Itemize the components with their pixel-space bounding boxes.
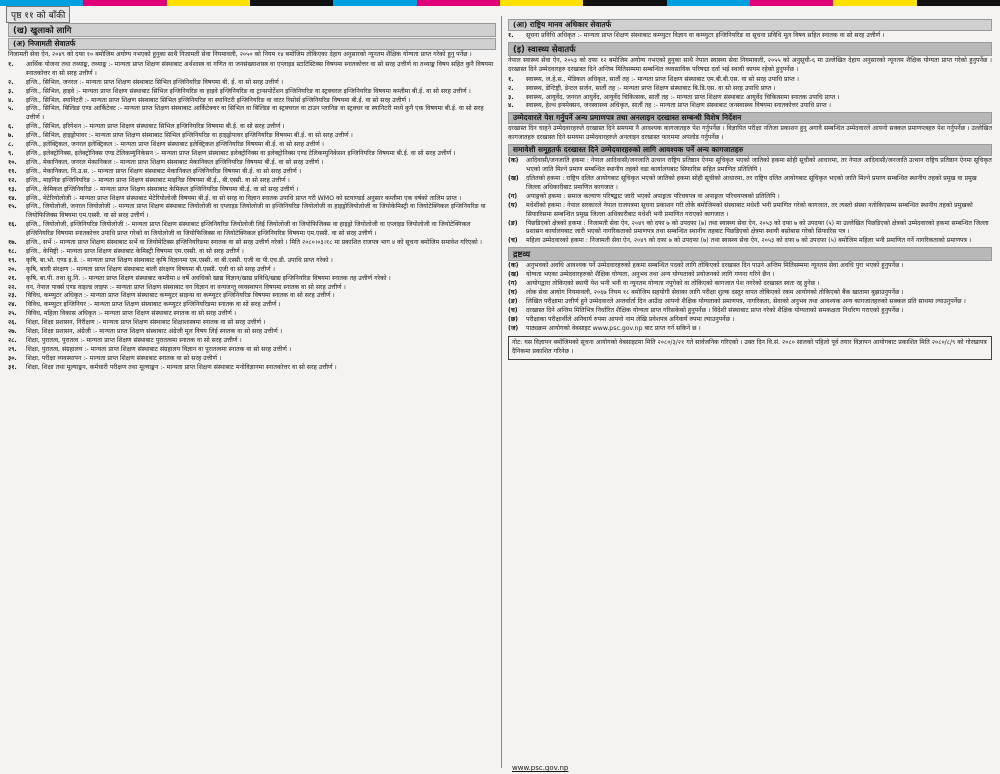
health-section-title: (इ) स्वास्थ्य सेवातर्फ [508, 42, 992, 56]
health-item-text: स्वास्थ्य, डेन्टिष्ट्री, डेन्टल सर्जन, सातौं तह :- मान्यता प्राप्त शिक्षण संस्थाबाट बि.डि.एस. वा सो सरह उपाधि प्राप्त । [526, 84, 776, 92]
inclusive-item-text: दलितको हकमा : राष्ट्रिय दलित आयोगबाट सूचिकृत भएको जातिको हकमा सोही सूचीको आधारमा, तर राष्ट्रिय दलित आयोगबाट सूचिकृत भएको जाति मिल्ने प्रमाण सम्बन्धित स्थानीय तहको प्रमुख वा प्रमुख जिल्ला अधिकारीबाट प्रमाणित कागजात । [526, 174, 977, 191]
publication-note: नोट: यस विज्ञापन बमोजिमको सूचना आयोगको वेबसाइटमा मिति २०८०/३/२१ गते सार्वजनिक गरिएको । उक्त दिन वि.सं. २०८० सालको पहिलो पूर्व तयार विज्ञापन आयोगबाट प्रकाशित मिति २०८०/८/९ को गोरखापत्र दैनिकमा प्रकाशित गरिनेछ । [508, 336, 992, 360]
right-column [508, 18, 992, 766]
column-divider [501, 16, 502, 768]
note-item-text: लोक सेवा आयोग नियमावली, २०६७ नियम १८ बमोजिम सहयोगी सेवाका लागि परीक्षा शुल्क दस्तुर वापत तोकिएको रकम आयोगको तोकिएको बैंक खातामा बुझाउनुपर्नेछ । [526, 288, 904, 296]
inclusive-item [508, 193, 992, 202]
qualification-item-text: इन्जि., जियोलोजी, इन्जिनियरिङ जियोलोजी :- मान्यता प्राप्त शिक्षण संस्थाबाट इन्जिनियरिङ जियोलोजी लिई जियोलोजी वा जियोफिजिक्स वा हाइड्रो जियोलोजी वा एप्लाइड जियोलोजी वा जियोटेक्निकल इन्जिनियरिङ विषयमा स्नातकोत्तर उपाधि प्राप्त गरेको वा जियोलोजी वा जियोफिजिक्स वा जियोटेक्निकल इन्जिनियरिङ विषयमा एम.एस्सी. वा सो सरह उत्तीर्ण । [26, 221, 471, 238]
qualification-item [8, 275, 496, 284]
inclusive-documents-list [508, 157, 992, 246]
health-item-text: स्वास्थ्य, आयुर्वेद, जनरल आयुर्वेद, आयुर्वेद चिकित्सक, सातौं तह :- मान्यता प्राप्त शिक्षण संस्थाबाट आयुर्वेद चिकित्सामा स्नातक उपाधि प्राप्त । [526, 93, 840, 101]
qualification-item-number: ३. [8, 87, 14, 95]
inclusive-item-number: (घ) [508, 201, 518, 209]
inclusive-item-text: मधेशीको हकमा : नेपाल सरकारले नेपाल राजपत्रमा सूचना प्रकाशन गरी तोके बमोजिमको संस्थाबाट मधेशी भनी प्रमाणित गरेको कागजात, तर त्यस्तो संस्था नतोकिएसम्म सम्बन्धित स्थानीय तहको प्रमुखको सिफारिसमा सम्बन्धित प्रमुख जिल्ला अधिकारीबाट मधेशी भनी प्रमाणित गराएको कागजात । [526, 201, 973, 218]
qualification-item-text: शिक्षा, परीक्षा व्यवस्थापन :- मान्यता प्राप्त शिक्षण संस्थाबाट स्नातक वा सो सरह उत्तीर्ण । [26, 354, 222, 362]
human-rights-section-title: (आ) राष्ट्रिय मानव अधिकार सेवातर्फ [508, 19, 992, 31]
qualification-item-number: १३. [8, 185, 17, 193]
qualification-item-text: कृषि, बा.पी. तथा सु.नि. :- मान्यता प्राप्त शिक्षण संस्थाबाट कम्तीमा ४ वर्षे अवधिको खाद्य विज्ञान/खाद्य प्रविधि/खाद्य इन्जिनियरिङ विषयमा स्नातक तह उत्तीर्ण गरेको । [26, 274, 391, 282]
inclusive-item [508, 202, 992, 220]
qualification-item [8, 257, 496, 266]
note-item-number: (च) [508, 306, 518, 314]
health-item [508, 85, 992, 94]
qualification-item-number: ११. [8, 167, 17, 175]
qualification-item [8, 186, 496, 195]
qualification-item [8, 203, 496, 221]
qualification-item-text: कृषि, बाली संरक्षण :- मान्यता प्राप्त शिक्षण संस्थाबाट बाली संरक्षण विषयमा बी.एस्सी. एजी वा सो सरह उत्तीर्ण । [26, 265, 275, 273]
print-color-swatch [250, 0, 333, 6]
qualification-item-text: विविध, कम्प्युटर अधिकृत :- मान्यता प्राप्त शिक्षण संस्थाबाट कम्प्युटर साइन्स वा कम्प्युटर इन्जिनियरिङ विषयमा स्नातक वा सो सरह उत्तीर्ण । [26, 292, 335, 300]
qualification-item [8, 141, 496, 150]
inclusive-item-text: महिला उम्मेदवारको हकमा : निजामती सेवा ऐन, २०४९ को दफा ७ को उपदफा (७) तथा स्वास्थ्य सेवा ऐन, २०५३ को दफा ७ को उपदफा (५) बमोजिम महिला भनी प्रमाणित गर्ने नागरिकताको प्रमाणपत्र । [526, 237, 972, 245]
qualification-item-number: १४. [8, 194, 17, 202]
qualification-item-number: २०. [8, 265, 17, 273]
qualification-item [8, 355, 496, 364]
health-item [508, 76, 992, 85]
qualification-item-number: २८. [8, 337, 17, 344]
qualification-item [8, 248, 496, 257]
qualification-item [8, 319, 496, 328]
human-rights-list [508, 32, 992, 41]
note-item [508, 316, 992, 325]
qualification-item-text: शिक्षा, पुरातत्व, संग्रहालय :- मान्यता प्राप्त शिक्षण संस्थाबाट संग्रहालय विज्ञान वा पुरातत्वमा स्नातक वा सो सरह उत्तीर्ण । [26, 345, 292, 353]
note-item-number: (क) [508, 262, 519, 270]
note-item [508, 289, 992, 298]
qualification-item [8, 79, 496, 88]
section-title-open: (ख) खुलाको लागि [8, 23, 496, 37]
human-rights-item-text: सूचना प्रविधि अधिकृत :- मान्यता प्राप्त शिक्षण संस्थाबाट कम्प्युटर विज्ञान वा कम्प्युटर इन्जिनियरिङ वा सूचना प्रविधि मूल विषय सहित स्नातक वा सो सरह उत्तीर्ण । [526, 32, 885, 39]
qualification-item-text: वन, नेपाल पार्क्स एण्ड वाइल्ड लाइफ :- मान्यता प्राप्त शिक्षण संस्थाबाट वन विज्ञान वा वन्यजन्तु व्यवस्थापन विषयमा स्नातक वा सो सरह उत्तीर्ण । [26, 283, 346, 291]
qualification-item [8, 132, 496, 141]
print-color-swatch [833, 0, 916, 6]
qualification-item [8, 123, 496, 132]
inclusive-item [508, 220, 992, 238]
note-item [508, 298, 992, 307]
qualification-item [8, 310, 496, 319]
qualification-item-text: इन्जि., मेकानिकल, जनरल मेकानिकल :- मान्यता प्राप्त शिक्षण संस्थाबाट मेकानिकल इन्जिनियरिङ विषयमा बी.ई. वा सो सरह उत्तीर्ण । [26, 158, 324, 166]
inclusive-item-number: (च) [508, 237, 518, 245]
print-color-swatch [83, 0, 166, 6]
print-color-swatch [917, 0, 1000, 6]
note-item [508, 280, 992, 289]
page-continuation-label: पृष्ठ ११ को बाँकी [6, 6, 70, 23]
qualification-item [8, 168, 496, 177]
print-color-swatch [667, 0, 750, 6]
inclusive-item-number: (क) [508, 157, 519, 165]
qualification-item-number: २२. [8, 283, 17, 291]
qualification-item-text: इन्जि., केमिकल इन्जिनियरिङ :- मान्यता प्राप्त शिक्षण संस्थाबाट केमिकल इन्जिनियरिङ विषयमा बी.ई. वा सो सरह उत्तीर्ण । [26, 185, 299, 193]
documents-text: दरखास्त दिन चाहने उम्मेदवारहरुले दरखास्त दिने समयमा नै आवश्यक कागजातहरु पेश गर्नुपर्नेछ । विज्ञापित परीक्षा नतिजा प्रकाशन हुनु अगावै सम्बन्धित उम्मेदवारले आफ्नो सक्कल प्रमाणपत्रहरु पेश गर्नुपर्नेछ । उल्लेखित कागजातहरु दरखास्त दिने समयमा उम्मेदवारहरुले अनलाइन दरखास्त फारममा अपलोड गर्नुपर्नेछ । [508, 125, 992, 142]
inclusive-item [508, 237, 992, 246]
qualification-item [8, 150, 496, 159]
qualification-item-number: २६. [8, 319, 17, 327]
note-item-number: (घ) [508, 288, 518, 296]
note-item [508, 325, 992, 334]
qualification-item-number: १६. [8, 221, 17, 229]
qualification-item-text: शिक्षा, शिक्षा तथा मूल्याङ्कन, कर्मचारी परीक्षण तथा मूल्याङ्कन :- मान्यता प्राप्त शिक्षण संस्थाबाट मनोविज्ञानमा स्नातकोत्तर वा सो सरह उत्तीर्ण । [26, 363, 337, 371]
inclusive-item [508, 157, 992, 175]
website-footer[interactable]: www.psc.gov.np [512, 764, 569, 772]
qualification-item-text: इन्जि., मेटेरियोलोजी :- मान्यता प्राप्त शिक्षण संस्थाबाट मेटेरियोलोजी विषयमा बी.ई. वा सो सरह वा विज्ञान स्नातक उपाधि प्राप्त गरी WMO को स्टयाण्डर्ड अनुसार कम्तीमा एक वर्षको तालिम प्राप्त । [26, 194, 462, 202]
note-item [508, 307, 992, 316]
print-color-swatch [500, 0, 583, 6]
qualification-item-number: २७. [8, 328, 17, 336]
note-item-number: (ग) [508, 280, 518, 288]
qualification-item [8, 328, 496, 337]
qualification-item [8, 301, 496, 310]
print-color-swatch [583, 0, 666, 6]
qualification-item-number: २९. [8, 345, 17, 353]
qualification-item-text: इन्जि., माइनिङ इन्जिनियरिङ :- मान्यता प्राप्त शिक्षण संस्थाबाट माइनिङ विषयमा बी.ई., बी.एस्सी. वा सो सरह उत्तीर्ण । [26, 176, 290, 184]
note-item-text: आयोगद्वारा तोकिएको स्थायी पेश भनी भनी वा न्यूनतम योग्यता नपुगेको वा तोकिएको कागजात पेश नगरेको दरखास्त स्वतः रद्द हुनेछ । [526, 280, 820, 288]
qualification-item [8, 239, 496, 248]
inclusive-item-text: आदिवासी/जनजाति हकमा : नेपाल आदिवासी/जनजाति उत्थान राष्ट्रिय प्रतिष्ठान ऐनमा सूचिकृत भएको जातिको हकमा सोही सूचीको आधारमा, तर नेपाल आदिवासी/जनजाति उत्थान राष्ट्रिय प्रतिष्ठान ऐनमा सूचिकृत भएको जाति मिल्ने प्रमाण सम्बन्धित स्थानीय तहको वडा कार्यालयबाट सिफारिस सहित प्रमाणित प्रतिलिपि । [526, 157, 992, 174]
health-item-number: २. [508, 84, 514, 92]
qualification-item-number: १. [8, 60, 14, 68]
print-color-swatch [167, 0, 250, 6]
qualification-item-text: शिक्षा, पुरातत्व, पुरातत्व :- मान्यता प्राप्त शिक्षण संस्थाबाट पुरातत्वमा स्नातक वा सो सरह उत्तीर्ण । [26, 337, 242, 344]
human-rights-item-number: १. [508, 32, 514, 39]
qualification-item-text: कृषि, बा.भो. एण्ड इ.डे. :- मान्यता प्राप्त शिक्षण संस्थाबाट कृषि विज्ञानमा एम.एस्सी. वा बी.एस्सी. एजी वा पी.एच.डी. उपाधि प्राप्त गरेको । [26, 256, 333, 264]
qualification-item [8, 159, 496, 168]
note-item-text: दरखास्त दिने अन्तिम मितिभित्र निर्धारित शैक्षिक योग्यता प्राप्त गरिसकेको हुनुपर्नेछ । विदेशी संस्थाबाट प्राप्त गरेको शैक्षिक योग्यताको समकक्षता निर्धारण गराएको हुनुपर्नेछ । [526, 306, 904, 314]
documents-section-title: उम्मेदवारले पेश गर्नुपर्ने अन्य प्रमाणपत्र तथा अनलाइन दरखास्त सम्बन्धी विशेष निर्देशन [508, 112, 992, 124]
inclusive-item-text: अपाङ्गको हकमा : समाज कल्याण परिषद्बाट जारी भएको अपाङ्गता परिचयपत्र वा अपाङ्गता परिचयपत्रको प्रतिलिपि । [526, 192, 780, 200]
qualification-item-text: इन्जि., सिभिल, स्यानिटरी :- मान्यता प्राप्त शिक्षण संस्थाबाट सिभिल इन्जिनियरिङ वा स्यानिटरी इन्जिनियरिङ वा वाटर रिसोर्स इन्जिनियरिङ विषयमा बी.ई. वा सो सरह उत्तीर्ण । [26, 96, 411, 104]
health-intro: नेपाल स्वास्थ्य सेवा ऐन, २०५३ को दफा १२ बमोजिम अयोग्य नभएको हुनुका साथै नेपाल स्वास्थ्य सेवा नियमावली, २०५५ को अनुसूची-६ मा उल्लेखित देहाय अनुसारको न्यूनतम शैक्षिक योग्यता प्राप्त गरेको हुनुपर्नेछ । दरखास्त दिने उम्मेदवारहरु दरखास्त दिने अन्तिम मितिसम्ममा सम्बन्धित व्यवसायिक परिषद्मा दर्ता भई स्थायी कायम रहेको हुनुपर्नेछ । [508, 56, 992, 73]
qualification-item [8, 221, 496, 239]
health-list [508, 76, 992, 112]
health-item-text: स्वास्थ्य, हेल्थ इन्स्पेक्सन, जनस्वास्थ्य अधिकृत, सातौं तह :- मान्यता प्राप्त शिक्षण संस्थाबाट जनस्वास्थ्य विषयमा स्नातकोत्तर उपाधि प्राप्त । [526, 102, 831, 110]
qualification-item-text: इन्जि., सिभिल, बिल्डिङ एण्ड आर्किटेक्ट :- मान्यता प्राप्त शिक्षण संस्थाबाट आर्किटेक्चर वा सिभिल वा बिल्डिङ वा स्ट्रक्चरल वा टाउन प्लानिङ वा स्ट्रक्चर वा स्यानिटरी मध्ये कुनै एक विषयमा बी.ई. वा सो सरह उत्तीर्ण । [26, 105, 484, 122]
qualification-item-text: आर्थिक योजना तथा तथ्याङ्क, तथ्याङ्क :- मान्यता प्राप्त शिक्षण संस्थाबाट अर्थशास्त्र वा गणित वा जनसंख्याशास्त्र वा एप्लाइड स्टाटिस्टिक्स विषयमा स्नातकोत्तर वा सो सरह उत्तीर्ण वा तथ्याङ्क विषय सहित कुनै विषयमा स्नातकोत्तर वा सो सरह उत्तीर्ण । [26, 60, 494, 77]
qualification-item-number: ५. [8, 105, 14, 113]
qualification-item-text: इन्जि., सिभिल, हाइवे :- मान्यता प्राप्त शिक्षण संस्थाबाट सिभिल इन्जिनियरिङ वा हाइवे इन्जिनियरिङ वा ट्रान्सपोर्टेशन इन्जिनियरिङ वा स्ट्रक्चरल इन्जिनियरिङ विषयमा कम्तीमा बी.ई. वा सो सरह उत्तीर्ण । [26, 87, 471, 95]
note-item-text: योग्यता भएका उम्मेदवारहरुको शैक्षिक योग्यता, अनुभव तथा अन्य योग्यताको प्रयोजनको लागि गणना गरिने छैन । [526, 271, 775, 279]
qualification-item-number: ८. [8, 141, 14, 149]
qualification-item-number: १९. [8, 256, 17, 264]
note-item-number: (ख) [508, 271, 519, 279]
inclusive-item-text: पिछडिएको क्षेत्रको हकमा : निजामती सेवा ऐन, २०४९ को दफा ७ को उपदफा (७) तथा स्वास्थ्य सेवा ऐन, २०५३ को दफा ७ को उपदफा (५) मा उल्लेखित पिछडिएको क्षेत्रको उम्मेदवारको हकमा सम्बन्धित जिल्ला प्रशासन कार्यालयबाट जारी भएको नागरिकताको प्रमाणपत्र तथा सम्बन्धित स्थानीय तहबाट पिछडिएको क्षेत्रमा स्थायी बसोबास गरेको सिफारिस पत्र । [526, 219, 989, 236]
note-item [508, 271, 992, 280]
print-color-bar [0, 0, 1000, 6]
qualification-item [8, 364, 496, 373]
qualification-item-text: इन्जि., इलेक्ट्रोनिक्स, इलेक्ट्रोनिक्स एण्ड टेलिकम्युनिकेसन :- मान्यता प्राप्त शिक्षण संस्थाबाट इलेक्ट्रोनिक्स वा इलेक्ट्रोनिक्स एण्ड टेलिकम्युनिकेसन इन्जिनियरिङ विषयमा बी.ई. वा सो सरह उत्तीर्ण । [26, 149, 456, 157]
qualification-item-number: ७. [8, 132, 14, 140]
qualification-item [8, 177, 496, 186]
qualification-item-number: ३१. [8, 363, 17, 371]
qualification-item-text: इन्जि., केमिष्ट्री :- मान्यता प्राप्त शिक्षण संस्थाबाट केमिस्ट्री विषयमा एम.एस्सी. वा सो सरह उत्तीर्ण । [26, 247, 244, 255]
qualification-item-number: ४. [8, 96, 14, 104]
qualification-item-number: २५. [8, 310, 17, 318]
print-color-swatch [417, 0, 500, 6]
qualification-item-number: २. [8, 78, 14, 86]
qualification-item-text: इन्जि., सर्भे :- मान्यता प्राप्त शिक्षण संस्थाबाट सर्भे वा जियोमेटिक्स इन्जिनियरिङमा स्नातक वा सो सरह उत्तीर्ण गरेको । मिति २०८०।०३।१८ मा प्रकाशित राजपत्र भाग ४ को सूचना बमोजिम समावेश गरिएको । [26, 239, 482, 247]
qualification-item-text: इन्जि., सिभिल, हाइड्रोपावर :- मान्यता प्राप्त शिक्षण संस्थाबाट सिभिल इन्जिनियरिङ वा हाइड्रोपावर इन्जिनियरिङ विषयमा बी.ई. वा सो सरह उत्तीर्ण । [26, 132, 353, 140]
note-item-text: पाठ्यक्रम आयोगको वेबसाइट www.psc.gov.np बाट प्राप्त गर्न सकिने छ । [526, 324, 701, 332]
qualification-item [8, 346, 496, 355]
qualification-item-number: २१. [8, 274, 17, 282]
inclusive-item-number: (ख) [508, 174, 519, 182]
qualification-item-number: १२. [8, 176, 17, 184]
qualification-item-text: शिक्षा, शिक्षा प्रशासन, निरीक्षण :- मान्यता प्राप्त शिक्षण संस्थाबाट शिक्षाशास्त्रमा स्नातक वा सो सरह उत्तीर्ण । [26, 319, 266, 327]
qualification-item [8, 266, 496, 275]
left-column [8, 22, 496, 770]
inclusive-item-number: (ङ) [508, 219, 518, 227]
note-item-text: परीक्षाका परीक्षार्थीले अनिवार्य रुपमा आफ्नो नाम लेखि प्रवेशपत्र अनिवार्य रुपमा ल्याउनुपर्नेछ । [526, 315, 735, 323]
note-item-text: लिखित परीक्षामा उत्तीर्ण हुने उम्मेदवारले अन्तर्वार्ता दिन आउँदा आफ्नो शैक्षिक योग्यताको प्रमाणपत्र, नागरिकता, सेवाको अनुभव तथा आवश्यक अन्य कागजातहरुको सक्कल प्रति साथमा ल्याउनुपर्नेछ । [526, 297, 966, 305]
qualification-item-text: इन्जि., सिभिल, जनरल :- मान्यता प्राप्त शिक्षण संस्थाबाट सिभिल इन्जिनियरिङ विषयमा बी. ई. वा सो सरह उत्तीर्ण । [26, 78, 284, 86]
note-item-number: (ज) [508, 324, 519, 332]
qualification-item-text: इन्जि., इलेक्ट्रिकल, जनरल इलेक्ट्रिकल :- मान्यता प्राप्त शिक्षण संस्थाबाट इलेक्ट्रिकल इन्जिनियरिङ विषयमा बी.ई. वा सो सरह उत्तीर्ण । [26, 141, 325, 149]
qualification-item-number: ६. [8, 123, 14, 131]
qualification-item-number: १५. [8, 203, 17, 211]
inclusive-item-number: (ग) [508, 192, 518, 200]
note-item [508, 262, 992, 271]
qualification-item-number: ३०. [8, 354, 17, 362]
qualification-item-number: १०. [8, 158, 17, 166]
civil-service-intro: निजामती सेवा ऐन, २०४९ को दफा १० बमोजिम अयोग्य नभएको हुनुका साथै निजामती सेवा नियमावली, २०५० को नियम १४ बमोजिम तोकिएका देहाय अनुसारको न्यूनतम शैक्षिक योग्यता प्राप्त गरेको हुनु पर्नेछ । [8, 51, 472, 58]
health-item [508, 102, 992, 111]
qualification-item-number: २४. [8, 301, 17, 309]
qualification-item-text: इन्जि., मेकानिकल, नि.उ.स. :- मान्यता प्राप्त शिक्षण संस्थाबाट मेकानिकल इन्जिनियरिङ विषयमा बी.ई. वा सो सरह उत्तीर्ण । [26, 167, 302, 175]
note-item-text: अनुभवको अवधि आवश्यक पर्ने उम्मेदवारहरुको हकमा सम्बन्धित पदको लागि तोकिएको दरखास्त दिन पाउने अन्तिम मितिसम्ममा न्यूनतम सेवा अवधि पुरा भएको हुनुपर्नेछ । [526, 262, 904, 270]
qualification-item [8, 337, 496, 346]
qualification-item-number: १७. [8, 239, 17, 247]
qualification-item-text: इन्जि., जियोलोजी, जनरल जियोलोजी :- मान्यता प्राप्त शिक्षण संस्थाबाट जियोलोजी वा एप्लाइड जियोलोजी वा इन्जिनियरिङ जियोलोजी वा हाइड्रोजियोलोजी वा जियोकेमिस्ट्री वा जियोटेक्निकल इन्जिनियरिङ वा जियोफिजिक्स विषयमा एम.एस्सी. वा सो सरह उत्तीर्ण । [26, 203, 486, 220]
note-item-number: (छ) [508, 315, 518, 323]
inclusive-section-title: समावेशी समूहतर्फ दरखास्त दिने उम्मेदवारहरुको लागि आवश्यक पर्ने अन्य कागजातहरु [508, 144, 992, 156]
health-item-text: स्वास्थ्य, ज.हे.स., मेडिकल अधिकृत, सातौं तह :- मान्यता प्राप्त शिक्षण संस्थाबाट एम.बी.बी.एस. वा सो सरह उपाधि प्राप्त । [526, 75, 799, 83]
inclusive-item [508, 175, 992, 193]
note-item-number: (ङ) [508, 297, 518, 305]
qualification-item [8, 88, 496, 97]
qualification-item-number: १८. [8, 247, 17, 255]
qualification-item-number: २३. [8, 292, 17, 300]
qualification-item [8, 61, 496, 79]
health-item-number: ४. [508, 102, 514, 110]
qualification-item-text: इन्जि., सिभिल, इरिगेशन :- मान्यता प्राप्त शिक्षण संस्थाबाट सिभिल इन्जिनियरिङ विषयमा बी.ई. वा सो सरह उत्तीर्ण । [26, 123, 285, 131]
qualification-item-text: विविध, महिला विकास अधिकृत :- मान्यता प्राप्त शिक्षण संस्थाबाट स्नातक वा सो सरह उत्तीर्ण । [26, 310, 237, 318]
qualification-list [8, 61, 496, 373]
print-color-swatch [750, 0, 833, 6]
health-item-number: १. [508, 75, 514, 83]
qualification-item-number: ९. [8, 149, 14, 157]
human-rights-item [508, 32, 992, 41]
subsection-title-civil-service: (अ) निजामती सेवातर्फ [8, 38, 496, 50]
qualification-item-text: शिक्षा, शिक्षा प्रशासन, अंग्रेजी :- मान्यता प्राप्त शिक्षण संस्थाबाट अंग्रेजी मूल विषय लिई स्नातक वा सो सरह उत्तीर्ण । [26, 328, 283, 336]
notes-section-title: द्रष्टव्य [508, 247, 992, 261]
print-color-swatch [333, 0, 416, 6]
health-item-number: ३. [508, 93, 514, 101]
notes-list [508, 262, 992, 333]
qualification-item [8, 105, 496, 123]
qualification-item-text: विविध, कम्प्युटर इन्जिनियर :- मान्यता प्राप्त शिक्षण संस्थाबाट कम्प्युटर इन्जिनियरिङमा स्नातक वा सो सरह उत्तीर्ण । [26, 301, 281, 309]
